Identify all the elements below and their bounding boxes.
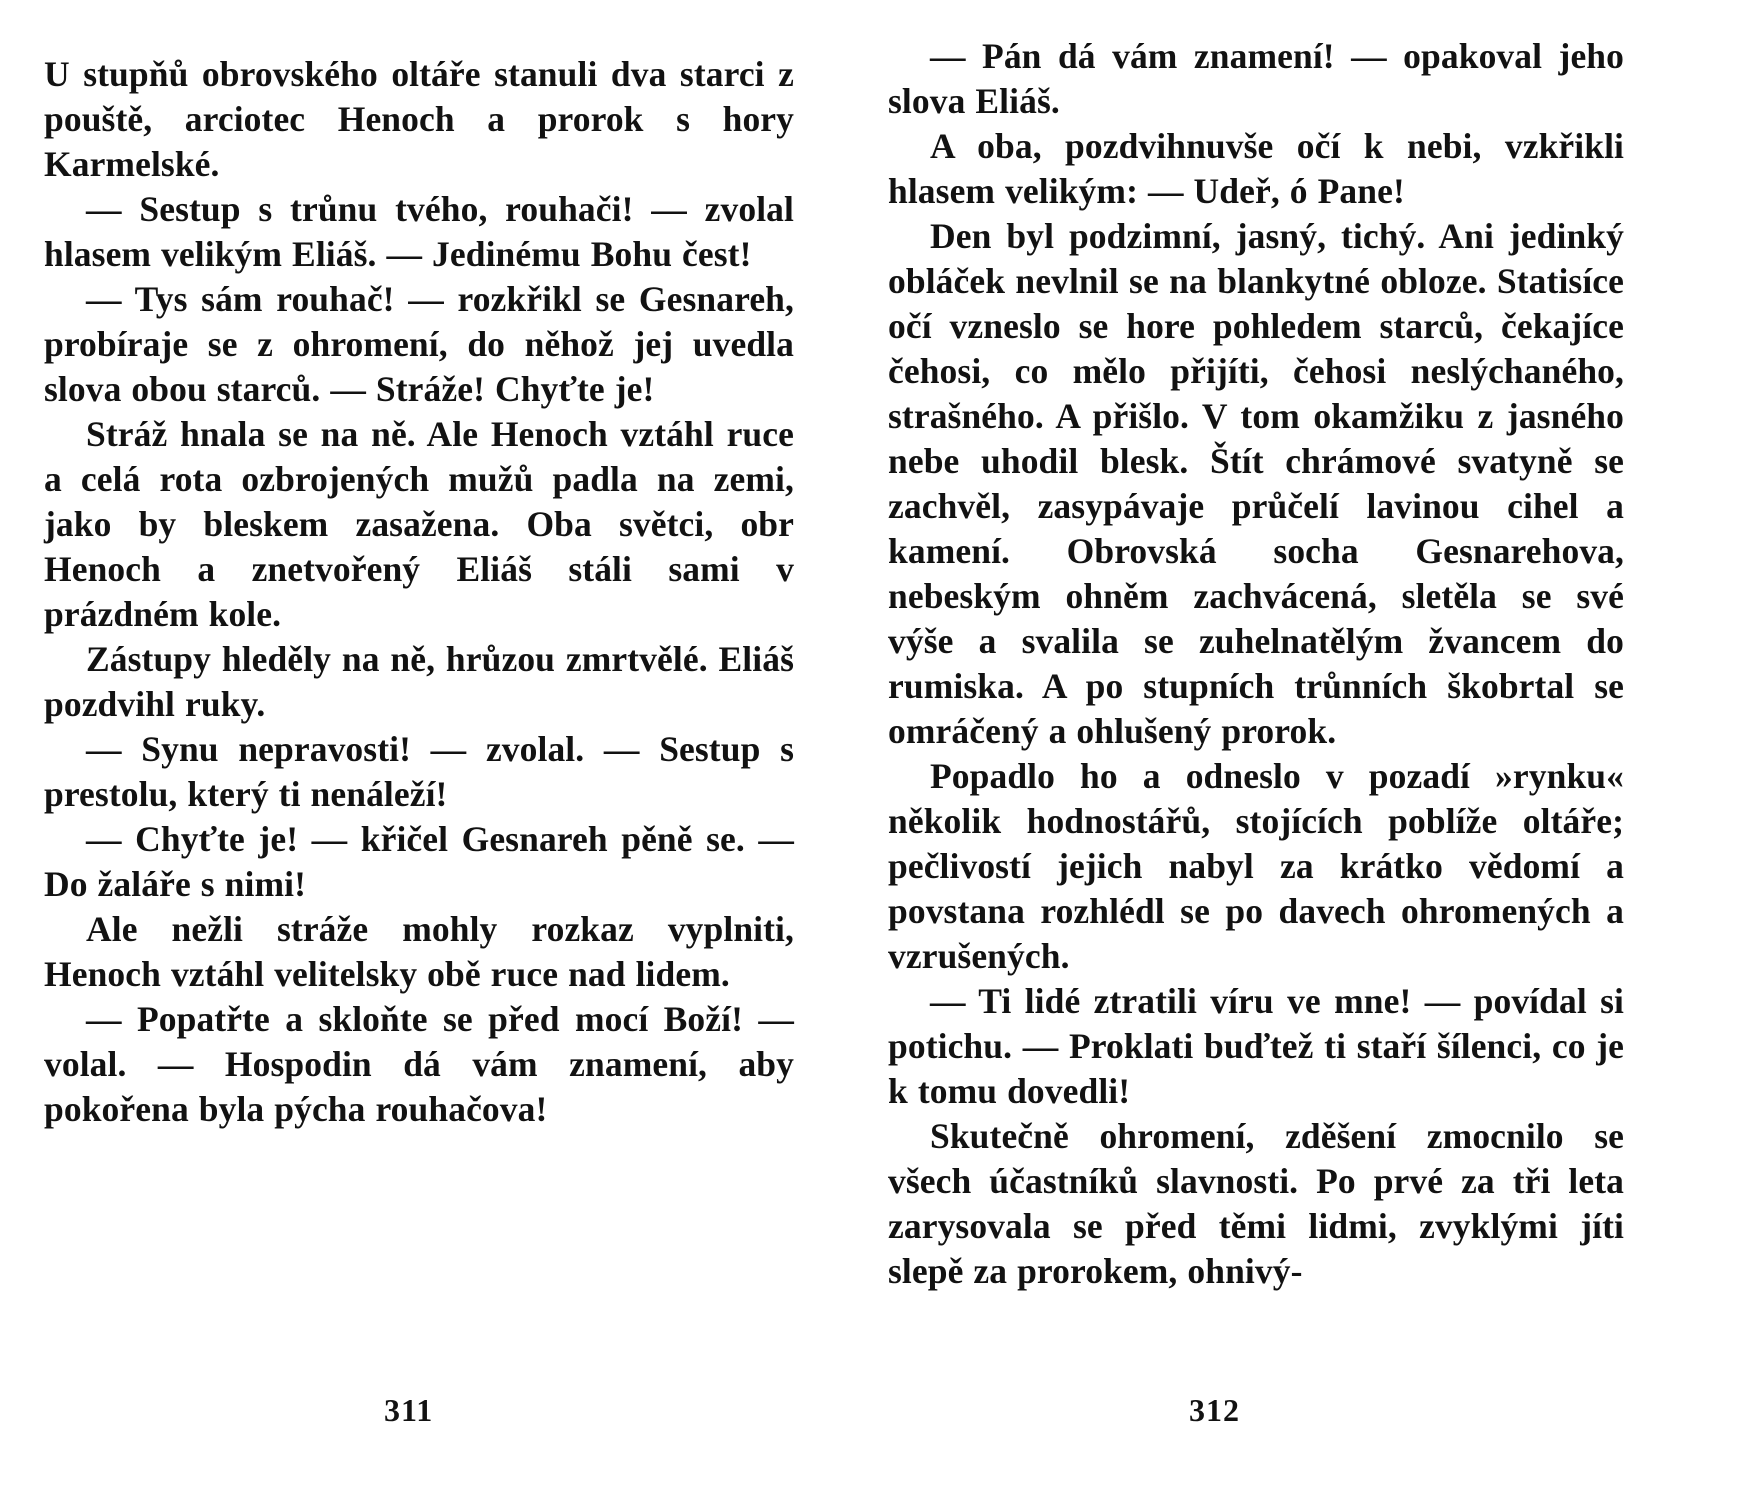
page-number-left: 311	[384, 1392, 434, 1428]
paragraph: Stráž hnala se na ně. Ale Henoch vztáhl ruce a celá rota ozbrojených mužů padla na zemi, jako by bleskem zasažena. Oba světci, obr Henoch a znetvořený Eliáš stáli sami v prázdném kole.	[44, 414, 794, 634]
paragraph: Zástupy hleděly na ně, hrůzou zmrtvělé. Eliáš pozdvihl ruky.	[44, 639, 794, 724]
paragraph: Skutečně ohromení, zděšení zmocnilo se všech účastníků slavnosti. Po prvé za tři leta zarysovala se před těmi lidmi, zvyklými jíti slepě za prorokem, ohnivý-	[888, 1116, 1624, 1291]
paragraph: — Ti lidé ztratili víru ve mne! — povídal si potichu. — Proklati buďtež ti staří šílenci, co je k tomu dovedli!	[888, 981, 1624, 1111]
paragraph: — Pán dá vám znamení! — opakoval jeho slova Eliáš.	[888, 36, 1624, 121]
paragraph: Popadlo ho a odneslo v pozadí »rynku« několik hodnostářů, stojících poblíže oltáře; pečlivostí jejich nabyl za krátko vědomí a povstana rozhlédl se po davech ohromených a vzrušených.	[888, 756, 1624, 976]
page-number-right: 312	[1189, 1392, 1240, 1428]
paragraph: Ale nežli stráže mohly rozkaz vyplniti, Henoch vztáhl velitelsky obě ruce nad lidem.	[44, 909, 794, 994]
page-footer	[44, 1392, 1704, 1438]
paragraph: — Sestup s trůnu tvého, rouhači! — zvolal hlasem velikým Eliáš. — Jedinému Bohu čest!	[44, 189, 794, 274]
paragraph: — Synu nepravosti! — zvolal. — Sestup s prestolu, který ti nenáleží!	[44, 729, 794, 814]
left-text-column	[44, 34, 834, 1132]
text-columns	[44, 34, 1704, 1364]
paragraph: A oba, pozdvihnuvše očí k nebi, vzkřikli hlasem velikým: — Udeř, ó Pane!	[888, 126, 1624, 211]
paragraph: — Tys sám rouhač! — rozkřikl se Gesnareh, probíraje se z ohromení, do něhož jej uvedla slova obou starců. — Stráže! Chyťte je!	[44, 279, 794, 409]
paragraph: — Popatřte a skloňte se před mocí Boží! — volal. — Hospodin dá vám znamení, aby pokořena byla pýcha rouhačova!	[44, 999, 794, 1129]
paragraph: — Chyťte je! — křičel Gesnareh pěně se. — Do žaláře s nimi!	[44, 819, 794, 904]
right-text-column	[834, 34, 1624, 1294]
paragraph: U stupňů obrovského oltáře stanuli dva starci z pouště, arciotec Henoch a prorok s hory Karmelské.	[44, 54, 794, 184]
paragraph: Den byl podzimní, jasný, tichý. Ani jedinký obláček nevlnil se na blankytné obloze. Statisíce očí vzneslo se hore pohledem starců, čekajíce čehosi, co mělo přijíti, čehosi neslýchaného, strašného. A přišlo. V tom okamžiku z jasného nebe uhodil blesk. Štít chrámové svatyně se zachvěl, zasypávaje průčelí lavinou cihel a kamení. Obrovská socha Gesnarehova, nebeským ohněm zachvácená, sletěla se své výše a svalila se zuhelnatělým žvancem do rumiska. A po stupních trůnních škobrtal se omráčený a ohlušený prorok.	[888, 216, 1624, 751]
